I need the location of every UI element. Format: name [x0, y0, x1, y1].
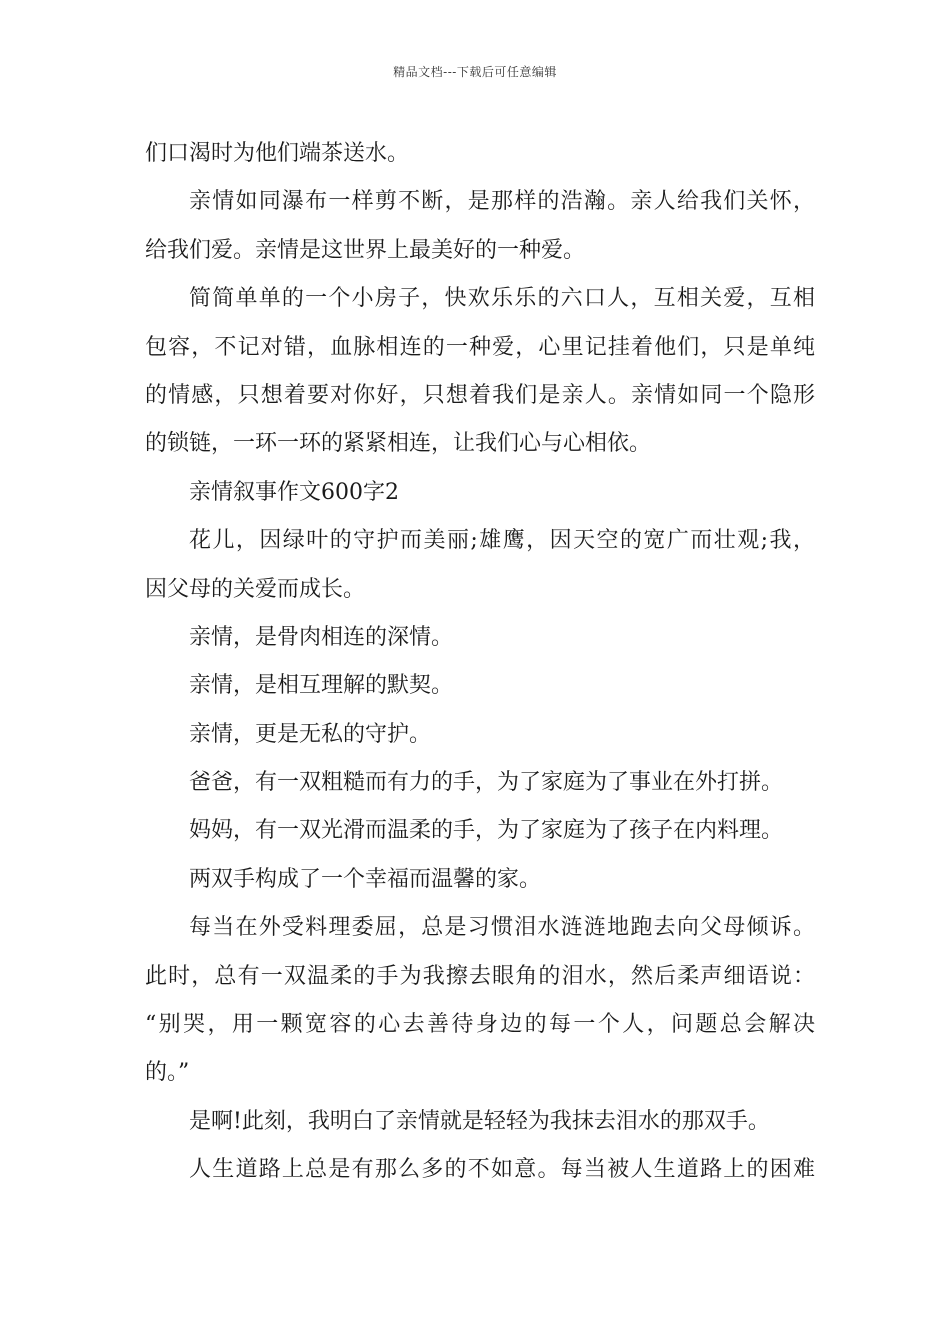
text-line: 妈妈，有一双光滑而温柔的手，为了家庭为了孩子在内料理。 — [189, 818, 784, 844]
text-line: 人生道路上总是有那么多的不如意。每当被人生道路上的困难 — [189, 1157, 815, 1183]
text-line: 亲情，是骨肉相连的深情。 — [189, 624, 454, 650]
text-line: 此时，总有一双温柔的手为我擦去眼角的泪水，然后柔声细语说： — [145, 963, 815, 989]
section-heading: 亲情叙事作文600字2 — [189, 479, 399, 505]
text-line: 花儿，因绿叶的守护而美丽;雄鹰，因天空的宽广而壮观;我， — [189, 528, 815, 554]
text-line: 简简单单的一个小房子，快欢乐乐的六口人，互相关爱，互相 — [189, 286, 815, 312]
text-line: 的锁链，一环一环的紧紧相连，让我们心与心相依。 — [145, 431, 652, 457]
text-line: 亲情如同瀑布一样剪不断，是那样的浩瀚。亲人给我们关怀， — [189, 189, 815, 215]
text-line: 的情感，只想着要对你好，只想着我们是亲人。亲情如同一个隐形 — [145, 382, 815, 408]
text-line: 亲情，更是无私的守护。 — [189, 721, 432, 747]
text-line: 是啊!此刻，我明白了亲情就是轻轻为我抹去泪水的那双手。 — [189, 1108, 770, 1134]
text-line: 因父母的关爱而成长。 — [145, 576, 366, 602]
text-line: 的。” — [145, 1060, 190, 1086]
page-header: 精品文档---下载后可任意编辑 — [393, 65, 557, 79]
text-line: 每当在外受料理委屈，总是习惯泪水涟涟地跑去向父母倾诉。 — [189, 915, 815, 941]
text-line: 们口渴时为他们端茶送水。 — [145, 141, 410, 166]
text-line: “别哭，用一颗宽容的心去善待身边的每一个人，问题总会解决 — [145, 1012, 815, 1038]
document-body — [145, 130, 815, 1195]
text-line: 亲情，是相互理解的默契。 — [189, 673, 454, 699]
text-line: 给我们爱。亲情是这世界上最美好的一种爱。 — [145, 237, 586, 263]
text-line: 爸爸，有一双粗糙而有力的手，为了家庭为了事业在外打拼。 — [189, 770, 784, 796]
text-line: 包容，不记对错，血脉相连的一种爱，心里记挂着他们，只是单纯 — [145, 334, 815, 360]
text-line: 两双手构成了一个幸福而温馨的家。 — [189, 866, 542, 892]
